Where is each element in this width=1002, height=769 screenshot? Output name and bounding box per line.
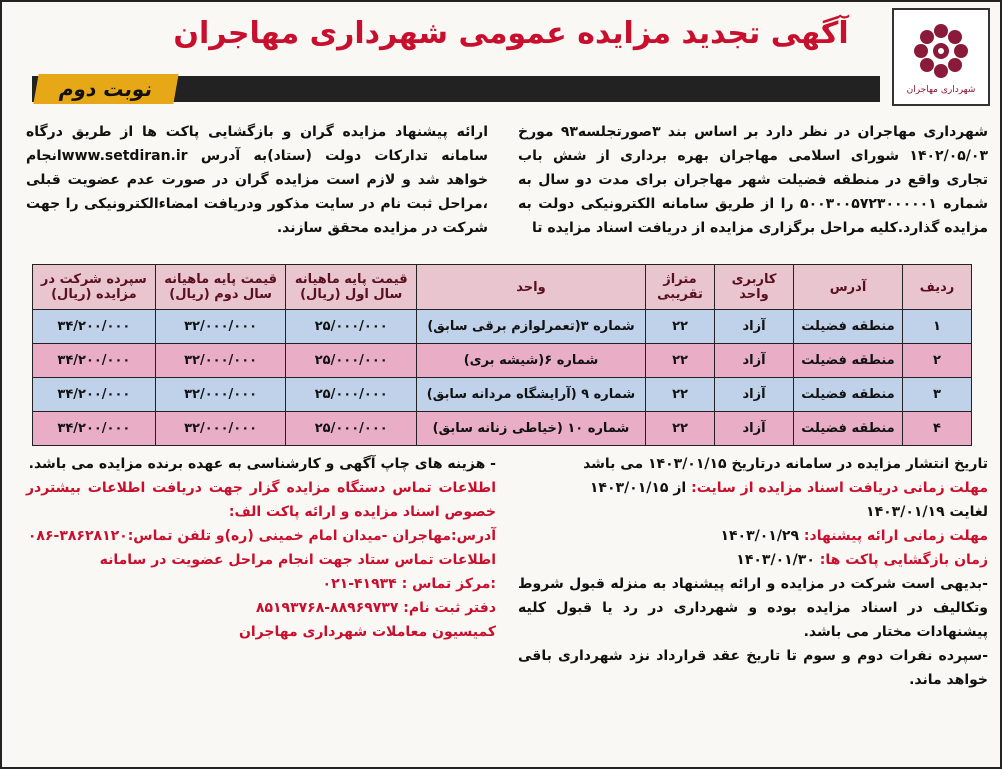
cell-unit: شماره ۳(تعمرلوازم برقی سابق)	[417, 310, 646, 344]
cell-address: منطقه فضیلت	[794, 310, 903, 344]
table-row	[33, 310, 972, 344]
publish-date-text: تاریخ انتشار مزایده در سامانه درتاریخ ۱۴۰۳/۰۱/۱۵ می باشد	[583, 456, 988, 472]
header-price-year1: قیمت پایه ماهیانه سال اول (ریال)	[286, 265, 417, 310]
contact-heading: اطلاعات تماس دستگاه مزایده گزار جهت دریافت اطلاعات بیشتردر خصوص اسناد مزایده و ارائه پاکت الف:	[26, 480, 496, 520]
deadlines-section	[518, 452, 988, 692]
offer-deadline-date: ۱۴۰۳/۰۱/۲۹	[720, 528, 800, 544]
cell-deposit: ۳۴/۲۰۰/۰۰۰	[33, 412, 156, 446]
opening-date: ۱۴۰۳/۰۱/۳۰	[736, 552, 815, 568]
header-row-num: ردیف	[903, 265, 972, 310]
table-header-row	[33, 265, 972, 310]
cell-area: ۲۲	[646, 412, 715, 446]
cell-price-year1: ۲۵/۰۰۰/۰۰۰	[286, 310, 417, 344]
table-row	[33, 412, 972, 446]
terms-note: -بدیهی است شرکت در مزایده و ارائه پیشنهاد به منزله قبول شروط وتکالیف در اسناد مزایده بوده و شهرداری در رد یا قبول کلیه پیشنهادات مختار می باشد.	[518, 576, 988, 640]
header-unit: واحد	[417, 265, 646, 310]
municipality-logo	[892, 8, 990, 106]
docs-deadline-from: از ۱۴۰۳/۰۱/۱۵	[589, 480, 687, 496]
intro-left-text: ارائه پیشنهاد مزایده گران و بازگشایی پاکت ها از طریق درگاه سامانه تدارکات دولت (ستاد)به آدرس www.setdiran.irانجام خواهد شد و لازم است مزایده گران در صورت عدم عضویت قبلی ،مراحل ثبت نام در سایت مذکور ودریافت امضاءالکترونیکی را جهت شرکت در مزایده محقق سازند.	[26, 124, 488, 236]
docs-deadline-label: مهلت زمانی دریافت اسناد مزایده از سایت:	[691, 480, 988, 496]
header-usage: کاربری واحد	[715, 265, 794, 310]
header	[8, 8, 994, 72]
logo-caption: شهرداری مهاجران	[906, 85, 976, 95]
cell-row-num: ۳	[903, 378, 972, 412]
header-deposit: سپرده شرکت در مزایده (ریال)	[33, 265, 156, 310]
cell-address: منطقه فضیلت	[794, 344, 903, 378]
turn-label: نوبت دوم	[33, 74, 178, 104]
auction-table	[32, 264, 972, 446]
cell-unit: شماره ۶(شیشه بری)	[417, 344, 646, 378]
header-area: متراژ تقریبی	[646, 265, 715, 310]
docs-deadline-to: لغایت ۱۴۰۳/۰۱/۱۹	[866, 504, 988, 520]
contact-section	[26, 452, 496, 644]
cell-area: ۲۲	[646, 378, 715, 412]
cell-price-year1: ۲۵/۰۰۰/۰۰۰	[286, 344, 417, 378]
cell-row-num: ۲	[903, 344, 972, 378]
cell-row-num: ۱	[903, 310, 972, 344]
cell-deposit: ۳۴/۲۰۰/۰۰۰	[33, 378, 156, 412]
page-title: آگهی تجدید مزایده عمومی شهرداری مهاجران	[173, 16, 849, 51]
cost-note: - هزینه های چاپ آگهی و کارشناسی به عهده برنده مزایده می باشد.	[28, 456, 496, 472]
rosette-logo-icon	[909, 19, 973, 83]
setad-call-center: :مرکز تماس : ۴۱۹۳۴-۰۲۱	[322, 576, 496, 592]
cell-usage: آزاد	[715, 412, 794, 446]
cell-price-year1: ۲۵/۰۰۰/۰۰۰	[286, 378, 417, 412]
cell-price-year2: ۳۲/۰۰۰/۰۰۰	[155, 310, 286, 344]
cell-area: ۲۲	[646, 344, 715, 378]
setad-heading: اطلاعات تماس ستاد جهت انجام مراحل عضویت در سامانه	[99, 552, 496, 568]
signature-line: کمیسیون معاملات شهرداری مهاجران	[238, 624, 496, 640]
cell-deposit: ۳۴/۲۰۰/۰۰۰	[33, 310, 156, 344]
cell-price-year1: ۲۵/۰۰۰/۰۰۰	[286, 412, 417, 446]
contact-address: آدرس:مهاجران -میدان امام خمینی (ره)و تلفن تماس:۳۸۶۲۸۱۲۰-۰۸۶	[27, 528, 496, 544]
cell-address: منطقه فضیلت	[794, 412, 903, 446]
cell-address: منطقه فضیلت	[794, 378, 903, 412]
cell-price-year2: ۳۲/۰۰۰/۰۰۰	[155, 412, 286, 446]
cell-usage: آزاد	[715, 310, 794, 344]
deposit-note: -سپرده نفرات دوم و سوم تا تاریخ عقد قرارداد نزد شهرداری باقی خواهد ماند.	[518, 648, 988, 688]
cell-area: ۲۲	[646, 310, 715, 344]
cell-deposit: ۳۴/۲۰۰/۰۰۰	[33, 344, 156, 378]
header-address: آدرس	[794, 265, 903, 310]
cell-price-year2: ۳۲/۰۰۰/۰۰۰	[155, 378, 286, 412]
registry-office: دفتر ثبت نام: ۸۸۹۶۹۷۳۷-۸۵۱۹۳۷۶۸	[255, 600, 496, 616]
cell-row-num: ۴	[903, 412, 972, 446]
cell-unit: شماره ۹ (آرایشگاه مردانه سابق)	[417, 378, 646, 412]
offer-deadline-label: مهلت زمانی ارائه پیشنهاد:	[803, 528, 988, 544]
opening-date-label: زمان بازگشایی پاکت ها:	[819, 552, 988, 568]
header-price-year2: قیمت پایه ماهیانه سال دوم (ریال)	[155, 265, 286, 310]
table-row	[33, 344, 972, 378]
cell-usage: آزاد	[715, 378, 794, 412]
cell-unit: شماره ۱۰ (خیاطی زنانه سابق)	[417, 412, 646, 446]
table-row	[33, 378, 972, 412]
cell-price-year2: ۳۲/۰۰۰/۰۰۰	[155, 344, 286, 378]
intro-right-text: شهرداری مهاجران در نظر دارد بر اساس بند ۳صورتجلسه۹۳ مورخ ۱۴۰۲/۰۵/۰۳ شورای اسلامی مهاجران بهره برداری از شش باب تجاری واقع در منطقه فضیلت شهر مهاجران برای مدت دو سال به شماره ۵۰۰۳۰۰۵۷۲۳۰۰۰۰۰۱ را از طریق سامانه الکترونیکی دولت به مزایده گذارد.کلیه مراحل برگزاری مزایده از دریافت اسناد مزایده تا	[518, 124, 988, 236]
cell-usage: آزاد	[715, 344, 794, 378]
